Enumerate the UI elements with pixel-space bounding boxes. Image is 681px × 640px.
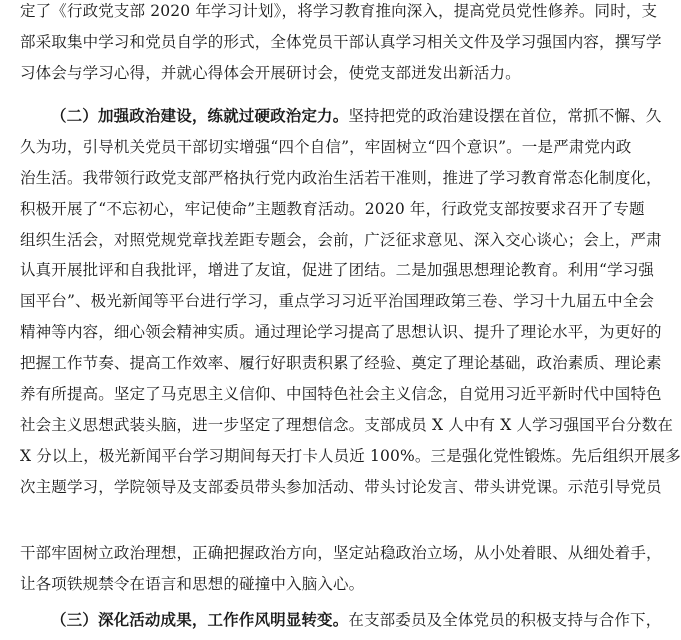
- text-line: 养有所提高。坚定了马克思主义信仰、中国特色社会主义信念，自觉用习近平新时代中国特色: [20, 385, 662, 404]
- section-two-heading: （二）加强政治建设，练就过硬政治定力。: [51, 106, 349, 125]
- text-line: 精神等内容，细心领会精神实质。通过理论学习提高了思想认识、提升了理论水平，为更好的: [20, 323, 662, 342]
- text-line: 次主题学习，学院领导及支部委员带头参加活动、带头讨论发言、带头讲党课。示范引导党员: [20, 477, 662, 496]
- text-line: 认真开展批评和自我批评，增进了友谊，促进了团结。二是加强思想理论教育。利用“学习强: [20, 261, 655, 280]
- text-line: 习体会与学习心得，并就心得体会开展研讨会，使党支部迸发出新活力。: [20, 63, 521, 82]
- text-line: 久为功，引导机关党员干部切实增强“四个自信”，牢固树立“四个意识”。一是严肃党内政: [20, 137, 632, 156]
- section-two-first-line-text: 坚持把党的政治建设摆在首位，常抓不懈、久: [348, 107, 662, 125]
- section-three-paragraph: [20, 605, 662, 636]
- text-line: 把握工作节奏、提高工作效率、履行好职责积累了经验、奠定了理论基础，政治素质、理论素: [20, 354, 662, 373]
- section-three-first-line-text: 在支部委员及全体党员的积极支持与合作下，: [348, 611, 662, 629]
- text-line: X 分以上，极光新闻平台学习期间每天打卡人员近 100%。三是强化党性锻炼。先后组织开展多: [20, 446, 681, 465]
- top-paragraph: [20, 0, 662, 89]
- section-two-first-line: [20, 101, 662, 132]
- text-line: 积极开展了“不忘初心，牢记使命”主题教育活动。2020 年，行政党支部按要求召开了专题: [20, 199, 645, 218]
- section-three-heading: （三）深化活动成果，工作作风明显转变。: [51, 610, 349, 629]
- section-two-paragraph: [20, 101, 681, 503]
- continuation-paragraph: [20, 538, 662, 600]
- text-line: 让各项铁规禁令在语言和思想的碰撞中入脑入心。: [20, 574, 365, 593]
- text-line: 部采取集中学习和党员自学的形式，全体党员干部认真学习相关文件及学习强国内容，撰写学: [20, 32, 662, 51]
- text-line: 组织生活会，对照党规党章找差距专题会，会前，广泛征求意见、深入交心谈心；会上，严肃: [20, 230, 662, 249]
- section-three-first-line: [20, 605, 662, 636]
- text-line: 国平台”、极光新闻等平台进行学习，重点学习习近平治国理政第三卷、学习十九届五中全会: [20, 292, 655, 311]
- text-line: 治生活。我带领行政党支部严格执行党内政治生活若干准则，推进了学习教育常态化制度化，: [20, 168, 662, 187]
- text-line: 社会主义思想武装头脑，进一步坚定了理想信念。支部成员 X 人中有 X 人学习强国平台分数在: [20, 415, 674, 434]
- text-line: 干部牢固树立政治理想，正确把握政治方向，坚定站稳政治立场，从小处着眼、从细处着手，: [20, 544, 662, 562]
- text-line: 定了《行政党支部 2020 年学习计划》，将学习教育推向深入，提高党员党性修养。同时，支: [20, 2, 658, 20]
